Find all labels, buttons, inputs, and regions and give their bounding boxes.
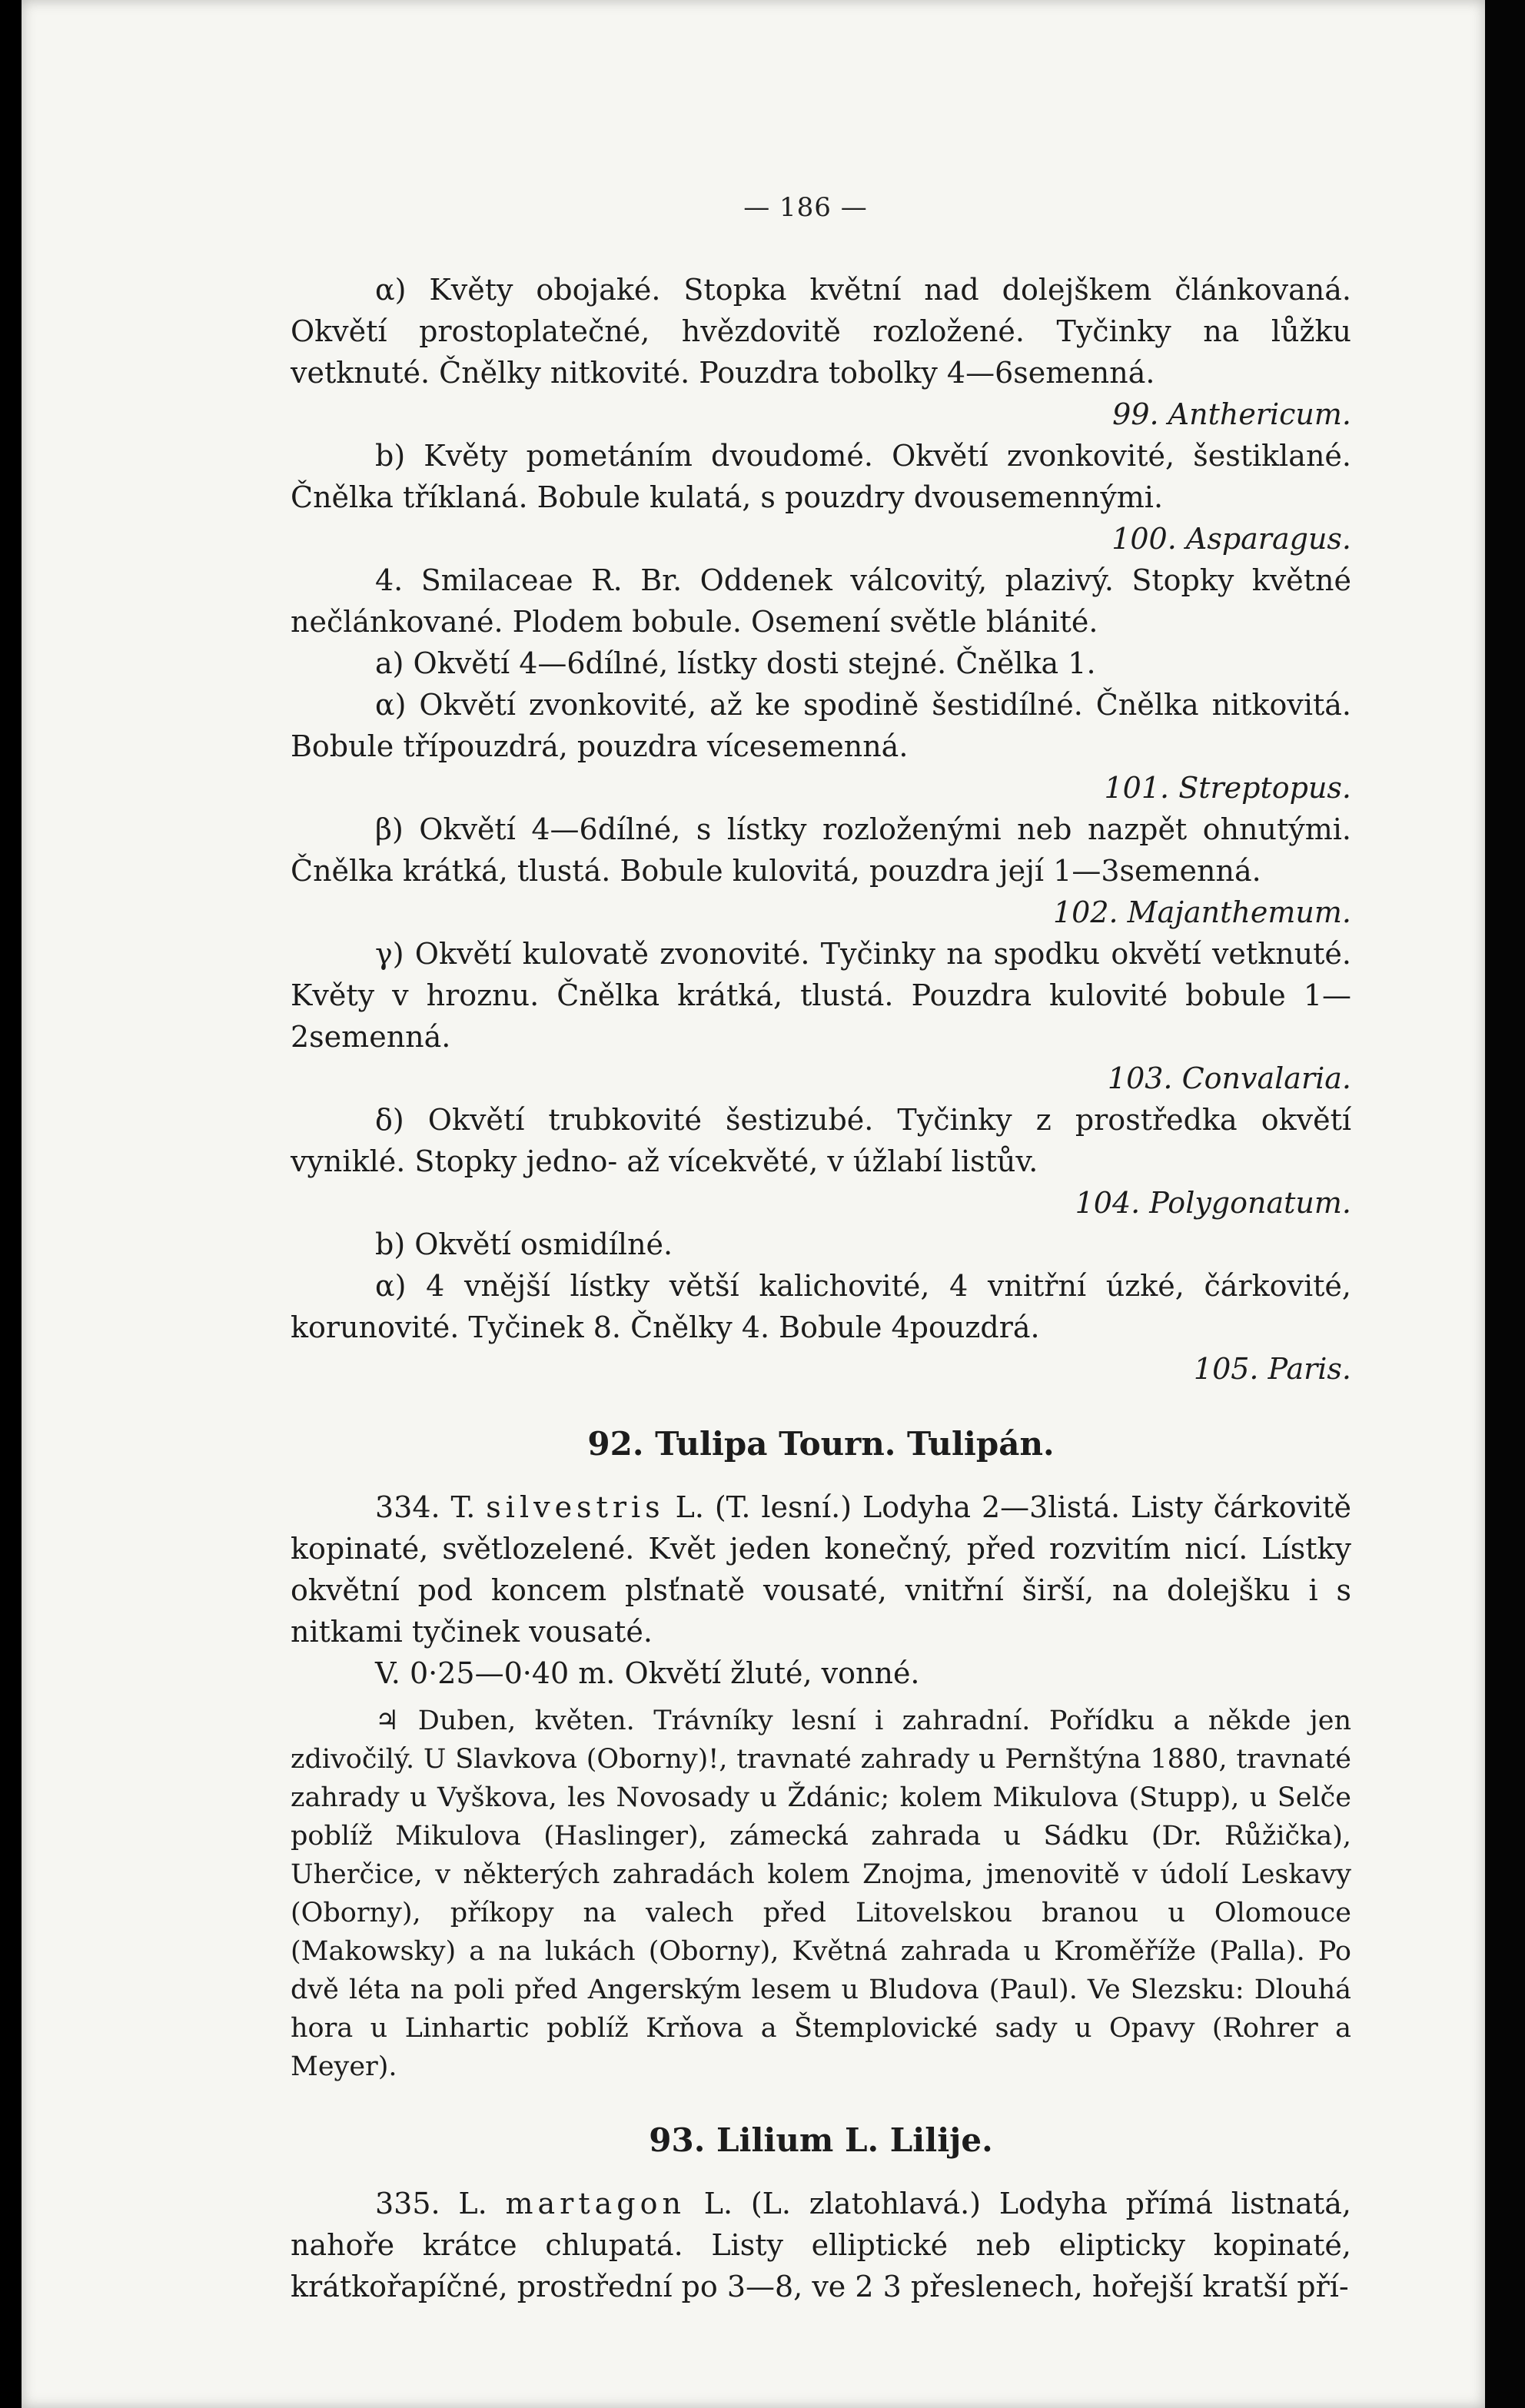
- species-size: V. 0·25—0·40 m. Okvětí žluté, vonné.: [375, 1656, 920, 1690]
- scan-border: [1485, 0, 1525, 2408]
- species-name: silvestris: [486, 1490, 665, 1524]
- species-localities: ♃ Duben, květen. Trávníky lesní i zahradní. Pořídku a někde jen zdivočilý. U Slavkova (Oborny)!, travnaté zahrady u Pernštýna 1880, travnaté zahrady u Vyškova, les Novosady u Ždánic; kolem Mikulova (Stupp), u Selče poblíž Mikulova (Haslinger), zámecká zahrada u Sádku (Dr. Růžička), Uherčice, v některých zahradách kolem Znojma, jmenovitě v údolí Leskavy (Oborny), příkopy na valech před Litovelskou branou u Olomouce (Makowsky) a na lukách (Oborny), Květná zahrada u Kroměříže (Palla). Po dvě léta na poli před Angerským lesem u Bludova (Paul). Ve Slezsku: Dlouhá hora u Linhartic poblíž Krňova a Štemplovické sady u Opavy (Rohrer a Meyer).: [291, 1706, 1351, 2082]
- key-entry: [291, 684, 1351, 809]
- key-text: α) Okvětí zvonkovité, až ke spodině šestidílné. Čnělka nitkovitá. Bobule třípouzdrá, pouzdra vícesemenná.: [291, 688, 1351, 763]
- species-text: L. (T. lesní.) Lodyha 2—3listá. Listy čárkovitě kopinaté, světlozelené. Květ jeden konečný, před rozvitím nicí. Lístky okvětní pod koncem plsťnatě vousaté, vnitřní širší, na dolejšku i s nitkami tyčinek vousaté.: [291, 1490, 1351, 1649]
- genus-heading-lilium: 93. Lilium L. Lilije.: [649, 2121, 993, 2159]
- page-body: [291, 269, 1351, 2307]
- key-text: b) Květy pometáním dvoudomé. Okvětí zvonkovité, šestiklané. Čnělka tříklaná. Bobule kulatá, s pouzdry dvousemennými.: [291, 439, 1351, 514]
- key-genus: 102. Majanthemum.: [1052, 895, 1351, 929]
- page-number: — 186 —: [743, 192, 868, 223]
- key-genus: 105. Paris.: [1193, 1352, 1351, 1386]
- genus-heading-tulipa: 92. Tulipa Tourn. Tulipán.: [587, 1425, 1055, 1463]
- key-text: a) Okvětí 4—6dílné, lístky dosti stejné. Čnělka 1.: [375, 646, 1096, 680]
- species-description: [291, 1486, 1351, 1652]
- key-entry: [291, 435, 1351, 560]
- key-text: β) Okvětí 4—6dílné, s lístky rozloženými neb nazpět ohnutými. Čnělka krátká, tlustá. Bobule kulovitá, pouzdra její 1—3semenná.: [291, 812, 1351, 888]
- key-entry: [291, 1265, 1351, 1390]
- key-text: δ) Okvětí trubkovité šestizubé. Tyčinky z prostředka okvětí vyniklé. Stopky jedno- až vícekvěté, v úžlabí listův.: [291, 1103, 1351, 1178]
- species-name: martagon: [505, 2187, 686, 2220]
- key-entry: [291, 809, 1351, 933]
- key-entry: [291, 933, 1351, 1099]
- key-text: b) Okvětí osmidílné.: [375, 1227, 673, 1261]
- key-genus: 103. Convalaria.: [1107, 1061, 1351, 1095]
- key-text: γ) Okvětí kulovatě zvonovité. Tyčinky na spodku okvětí vetknuté. Květy v hroznu. Čnělka krátká, tlustá. Pouzdra kulovité bobule 1—2semenná.: [291, 937, 1351, 1054]
- key-genus: 99. Anthericum.: [1112, 397, 1351, 431]
- key-entry: [291, 1099, 1351, 1224]
- key-entry: [291, 560, 1351, 643]
- key-genus: 100. Asparagus.: [1111, 522, 1351, 556]
- key-genus: 104. Polygonatum.: [1075, 1186, 1351, 1220]
- key-text: 4. Smilaceae R. Br. Oddenek válcovitý, plazivý. Stopky květné nečlánkované. Plodem bobule. Osemení světle blánité.: [291, 563, 1351, 639]
- species-number: 334. T.: [375, 1490, 476, 1524]
- key-text: α) Květy obojaké. Stopka květní nad dolejškem článkovaná. Okvětí prostoplatečné, hvězdovitě rozložené. Tyčinky na lůžku vetknuté. Čnělky nitkovité. Pouzdra tobolky 4—6semenná.: [291, 273, 1351, 390]
- key-entry: [291, 1224, 1351, 1265]
- key-text: α) 4 vnější lístky větší kalichovité, 4 vnitřní úzké, čárkovité, korunovité. Tyčinek 8. Čnělky 4. Bobule 4pouzdrá.: [291, 1269, 1351, 1344]
- key-entry: [291, 269, 1351, 435]
- species-description: [291, 2183, 1351, 2307]
- key-entry: [291, 643, 1351, 684]
- species-text: L. (L. zlatohlavá.) Lodyha přímá listnatá, nahoře krátce chlupatá. Listy elliptické neb elipticky kopinaté, krátkořapíčné, prostřední po 3—8, ve 2 3 přeslenech, hořejší kratší pří-: [291, 2187, 1351, 2303]
- scanned-page: [22, 0, 1485, 2408]
- key-genus: 101. Streptopus.: [1104, 771, 1351, 805]
- species-number: 335. L.: [375, 2187, 487, 2220]
